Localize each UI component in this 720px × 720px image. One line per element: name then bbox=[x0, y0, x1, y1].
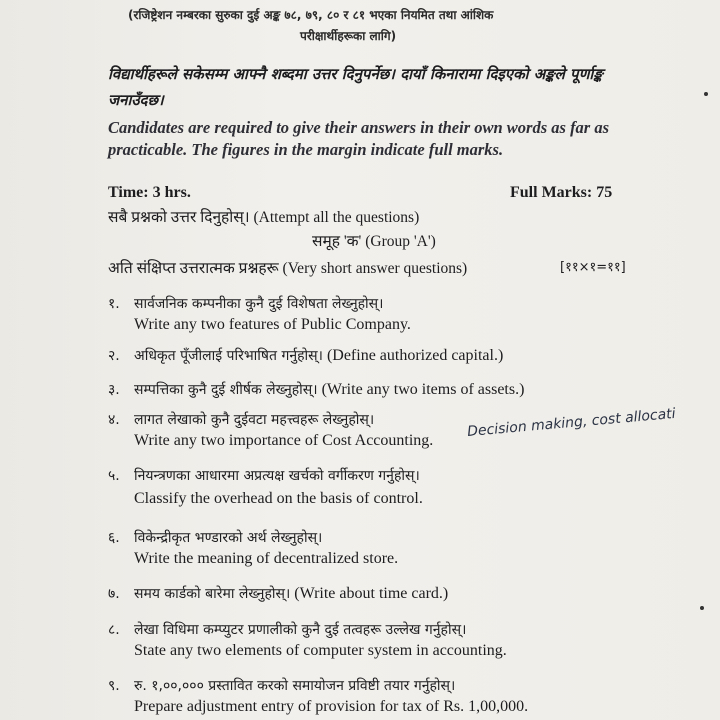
question-nepali: नियन्त्रणका आधारमा अप्रत्यक्ष खर्चको वर्गीकरण गर्नुहोस्। bbox=[134, 468, 420, 484]
question-nepali: सार्वजनिक कम्पनीका कुनै दुई विशेषता लेख्नुहोस्। bbox=[134, 296, 384, 312]
instruction-nepali-line-1: विद्यार्थीहरूले सकेसम्म आफ्नै शब्दमा उत्तर दिनुपर्नेछ। दायाँ किनारामा दिइएको अङ्कले पूर्णाङ्क bbox=[108, 65, 603, 83]
question-number: ४. bbox=[108, 412, 120, 428]
question-english: State any two elements of computer system in accounting. bbox=[134, 642, 507, 659]
question-nepali: अधिकृत पूँजीलाई परिभाषित गर्नुहोस्। bbox=[134, 348, 323, 364]
question-number: ८. bbox=[108, 622, 120, 638]
instruction-english-line-2: practicable. The figures in the margin indicate full marks. bbox=[108, 140, 504, 159]
margin-mark bbox=[700, 606, 704, 610]
question-number: ७. bbox=[108, 586, 120, 602]
attempt-all-instruction: सबै प्रश्नको उत्तर दिनुहोस्। (Attempt all the questions) bbox=[108, 209, 420, 226]
question-english: Prepare adjustment entry of provision for tax of Rs. 1,00,000. bbox=[134, 698, 529, 715]
question-number: १. bbox=[108, 296, 120, 312]
header-line-1: (रजिष्ट्रेशन नम्बरका सुरुका दुई अङ्क ७८, ७९, ८० र ८१ भएका नियमित तथा आंशिक bbox=[128, 8, 494, 22]
handwritten-answer: Decision making, cost allocati bbox=[466, 405, 677, 440]
question-nepali: लागत लेखाको कुनै दुईवटा महत्त्वहरू लेख्नुहोस्। bbox=[134, 412, 375, 428]
question-english: (Write about time card.) bbox=[294, 585, 449, 602]
question-english: Write any two importance of Cost Accounting. bbox=[134, 432, 434, 449]
group-heading: समूह 'क' (Group 'A') bbox=[312, 233, 436, 250]
question-english: (Write any two items of assets.) bbox=[321, 381, 525, 398]
question-number: ९. bbox=[108, 678, 120, 694]
margin-mark bbox=[704, 92, 708, 96]
question-english: (Define authorized capital.) bbox=[326, 347, 504, 364]
instruction-english-line-1: Candidates are required to give their answers in their own words as far as bbox=[108, 118, 610, 137]
question-nepali: रु. १,००,००० प्रस्तावित करको समायोजन प्रविष्टी तयार गर्नुहोस्। bbox=[134, 678, 456, 694]
section-title: अति संक्षिप्त उत्तरात्मक प्रश्नहरू (Very short answer questions) bbox=[108, 260, 468, 277]
question-number: २. bbox=[108, 348, 120, 364]
instruction-nepali-line-2: जनाउँदछ। bbox=[108, 91, 164, 109]
question-line bbox=[134, 346, 503, 365]
question-english: Write the meaning of decentralized store. bbox=[134, 550, 399, 567]
question-nepali: समय कार्डको बारेमा लेख्नुहोस्। bbox=[134, 586, 291, 602]
header-line-2: परीक्षार्थीहरूका लागि) bbox=[300, 29, 397, 43]
question-number: ५. bbox=[108, 468, 120, 484]
question-line bbox=[134, 584, 448, 603]
question-english: Classify the overhead on the basis of control. bbox=[134, 490, 423, 507]
full-marks-label: Full Marks: 75 bbox=[510, 184, 613, 201]
question-number: ६. bbox=[108, 530, 120, 546]
question-english: Write any two features of Public Company. bbox=[134, 316, 411, 333]
question-line bbox=[134, 380, 524, 399]
question-nepali: विकेन्द्रीकृत भण्डारको अर्थ लेख्नुहोस्। bbox=[134, 530, 323, 546]
question-number: ३. bbox=[108, 382, 120, 398]
question-nepali: सम्पत्तिका कुनै दुई शीर्षक लेख्नुहोस्। bbox=[134, 382, 318, 398]
question-nepali: लेखा विधिमा कम्प्युटर प्रणालीको कुनै दुई तत्वहरू उल्लेख गर्नुहोस्। bbox=[134, 622, 467, 638]
time-label: Time: 3 hrs. bbox=[108, 184, 191, 201]
section-marks: [११×१=११] bbox=[560, 260, 626, 275]
